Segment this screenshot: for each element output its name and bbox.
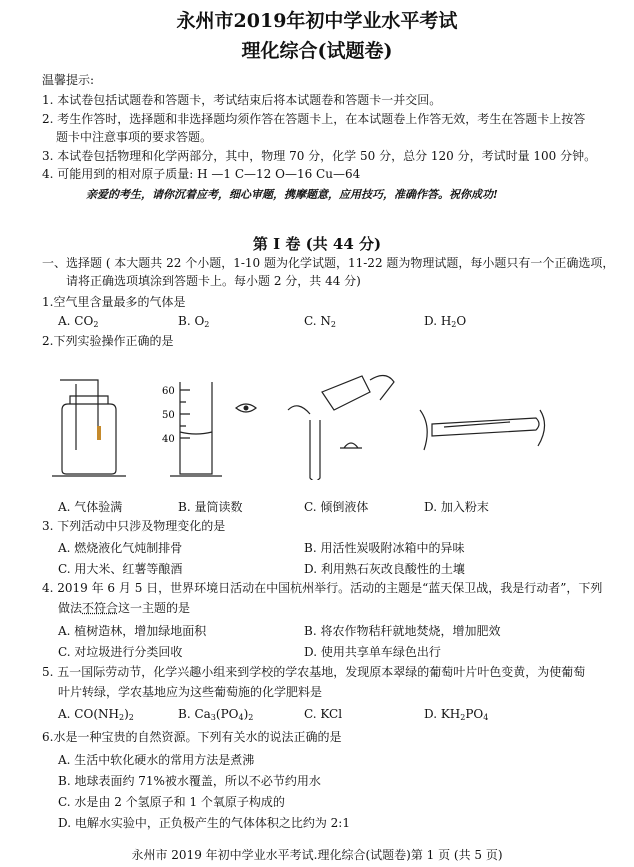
q1-option-a: A. $CO_2$: [58, 314, 99, 329]
q1-option-d: D. $H_2O$: [424, 314, 467, 329]
notice-item-1: 1. 本试卷包括试题卷和答题卡，考试结束后将本试题卷和答题卡一并交回。: [42, 93, 442, 107]
section-intro-2: 请将正确选项填涂到答题卡上。每小题 2 分，共 44 分): [66, 274, 361, 288]
q5-stem-line2: 叶片转绿，学农基地应为这些葡萄施的化学肥料是: [58, 685, 323, 699]
q2-option-d: D. 加入粉末: [424, 500, 489, 514]
scale-50: 50: [162, 410, 175, 421]
q5-option-d: D. $KH_2PO_4$: [424, 707, 489, 722]
scale-40: 40: [162, 434, 175, 445]
q4-stem-line2: 做法不符合这一主题的是: [58, 601, 191, 615]
q3-stem: 3. 下列活动中只涉及物理变化的是: [42, 519, 226, 533]
q3-option-b: B. 用活性炭吸附冰箱中的异味: [304, 541, 465, 555]
measuring-cylinder-figure: [170, 382, 222, 476]
q1-option-c: C. $N_2$: [304, 314, 336, 329]
notice-heading: 温馨提示:: [42, 73, 95, 87]
q1-stem: 1.空气里含量最多的气体是: [42, 295, 186, 309]
pouring-liquid-figure: [288, 375, 394, 480]
q5-option-c: C. KCl: [304, 707, 343, 721]
q6-option-c: C. 水是由 2 个氢原子和 1 个氧原子构成的: [58, 795, 285, 809]
q1-option-b: B. $O_2$: [178, 314, 210, 329]
gas-bottle-figure: [52, 380, 126, 476]
encouragement: 亲爱的考生，请你沉着应考，细心审题，携摩题意，应用技巧，准确作答。祝你成功!: [86, 188, 498, 201]
q4-option-b: B. 将农作物秸秆就地焚烧，增加肥效: [304, 624, 501, 638]
q2-apparatus-figures: [40, 370, 570, 480]
page-footer: 永州市 2019 年初中学业水平考试.理化综合(试题卷)第 1 页 (共 5 页): [131, 848, 503, 862]
q4-option-c: C. 对垃圾进行分类回收: [58, 645, 183, 659]
exam-subtitle: 理化综合(试题卷): [241, 40, 393, 62]
q4-option-a: A. 植树造林，增加绿地面积: [58, 624, 207, 638]
q4-stem-line1: 4. 2019 年 6 月 5 日，世界环境日活动在中国杭州举行。活动的主题是“蓝天保卫战，我是行动者”，下列: [42, 581, 603, 595]
q6-option-b: B. 地球表面约 71%被水覆盖，所以不必节约用水: [58, 774, 321, 788]
q5-option-a: A. $CO(NH_2)_2$: [58, 707, 134, 722]
exam-title: 永州市2019年初中学业水平考试: [176, 10, 458, 32]
q2-option-c: C. 倾倒液体: [304, 500, 369, 514]
q3-option-c: C. 用大米、红薯等酿酒: [58, 562, 183, 576]
q3-option-a: A. 燃烧液化气炖制排骨: [58, 541, 183, 555]
scale-60: 60: [162, 386, 175, 397]
q5-stem-line1: 5. 五一国际劳动节，化学兴趣小组来到学校的学农基地，发现原本翠绿的葡萄叶片叶色变黄，为使葡萄: [42, 665, 586, 679]
q6-option-a: A. 生活中软化硬水的常用方法是煮沸: [58, 753, 255, 767]
q2-option-a: A. 气体验满: [58, 500, 123, 514]
q2-stem: 2.下列实验操作正确的是: [42, 334, 174, 348]
notice-item-2: 2. 考生作答时，选择题和非选择题均须作答在答题卡上，在本试题卷上作答无效，考生在答题卡上按答: [42, 112, 586, 126]
section-title: 第 I 卷 (共 44 分): [252, 235, 382, 253]
notice-item-4: 4. 可能用到的相对原子质量: H —1 C—12 O—16 Cu—64: [42, 167, 361, 181]
notice-item-2-cont: 题卡中注意事项的要求答题。: [56, 130, 213, 144]
notice-item-3: 3. 本试卷包括物理和化学两部分，其中，物理 70 分，化学 50 分，总分 120 分，考试时量 100 分钟。: [42, 149, 597, 163]
q2-option-b: B. 量筒读数: [178, 500, 243, 514]
q3-option-d: D. 利用熟石灰改良酸性的土壤: [304, 562, 465, 576]
q5-option-b: B. $Ca_3(PO_4)_2$: [178, 707, 254, 722]
adding-powder-figure: [420, 410, 545, 450]
q6-stem: 6.水是一种宝贵的自然资源。下列有关水的说法正确的是: [42, 730, 342, 744]
q6-option-d: D. 电解水实验中，正负极产生的气体体积之比约为 2:1: [58, 816, 350, 830]
eye-icon: [236, 404, 256, 412]
section-intro-1: 一、选择题 ( 本大题共 22 个小题，1-10 题为化学试题，11-22 题为物理试题，每小题只有一个正确选项，: [42, 256, 615, 270]
q4-option-d: D. 使用共享单车绿色出行: [304, 645, 441, 659]
